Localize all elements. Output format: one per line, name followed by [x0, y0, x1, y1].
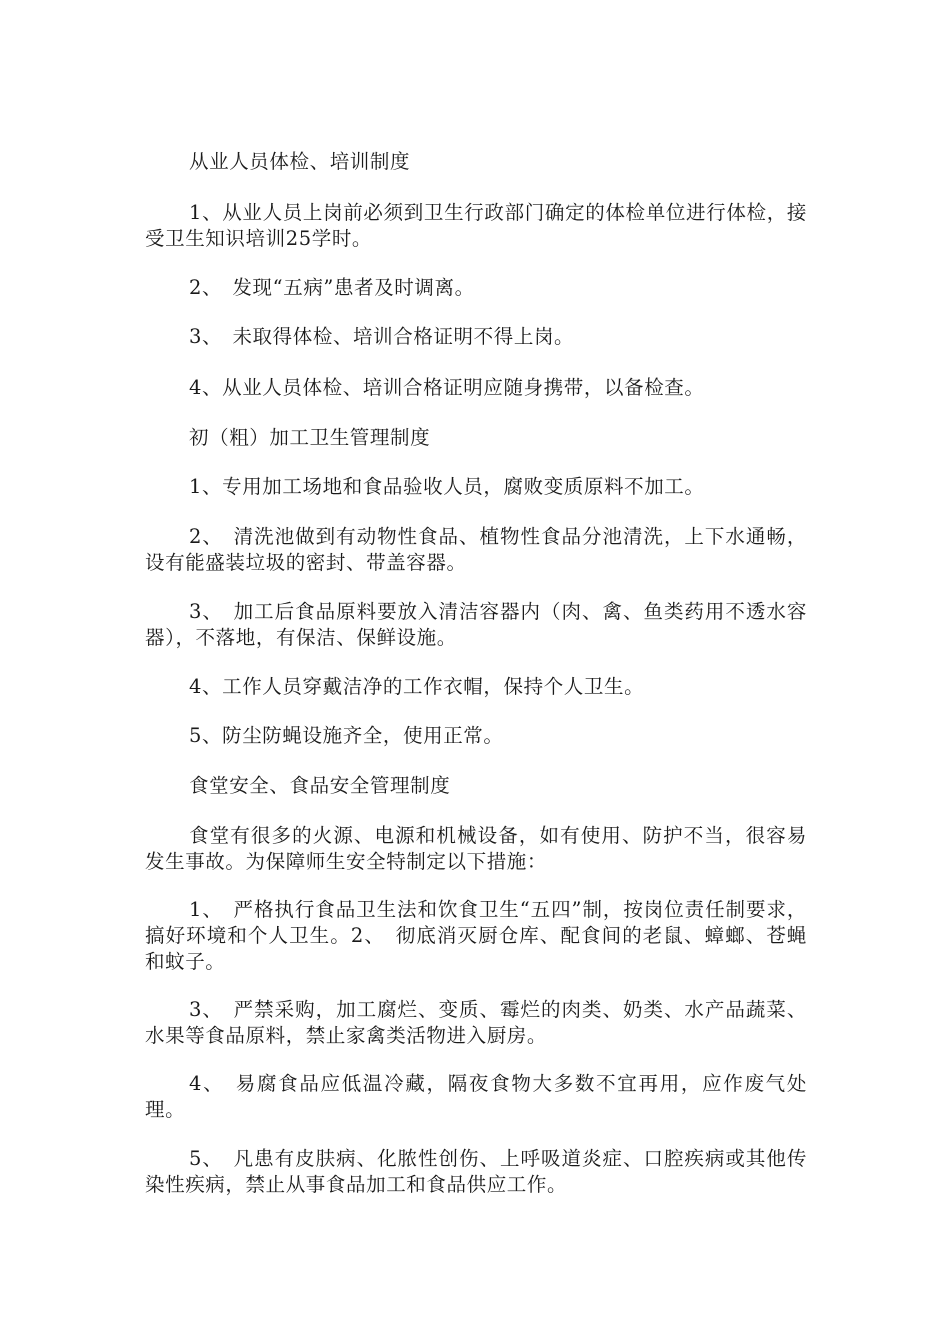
paragraph: 食堂有很多的火源、电源和机械设备，如有使用、防护不当，很容易发生事故。为保障师生安全特制定以下措施： — [145, 824, 807, 873]
paragraph: 5、 凡患有皮肤病、化脓性创伤、上呼吸道炎症、口腔疾病或其他传染性疾病，禁止从事食品加工和食品供应工作。 — [145, 1147, 807, 1196]
section-title-health-training: 从业人员体检、培训制度 — [189, 150, 411, 173]
paragraph: 3、 严禁采购，加工腐烂、变质、霉烂的肉类、奶类、水产品蔬菜、水果等食品原料，禁止家禽类活物进入厨房。 — [145, 998, 807, 1047]
paragraph: 4、从业人员体检、培训合格证明应随身携带，以备检查。 — [189, 376, 705, 399]
paragraph: 1、专用加工场地和食品验收人员，腐败变质原料不加工。 — [189, 475, 705, 498]
paragraph: 3、 未取得体检、培训合格证明不得上岗。 — [189, 325, 575, 348]
paragraph: 2、 发现“五病”患者及时调离。 — [189, 276, 475, 299]
paragraph: 4、工作人员穿戴洁净的工作衣帽，保持个人卫生。 — [189, 675, 645, 698]
document-page — [145, 0, 807, 1344]
section-title-canteen-safety: 食堂安全、食品安全管理制度 — [189, 774, 451, 797]
section-title-processing-hygiene: 初（粗）加工卫生管理制度 — [189, 426, 431, 449]
paragraph: 3、 加工后食品原料要放入清洁容器内（肉、禽、鱼类药用不透水容器），不落地，有保洁、保鲜设施。 — [145, 600, 807, 649]
paragraph: 1、从业人员上岗前必须到卫生行政部门确定的体检单位进行体检，接受卫生知识培训25学时。 — [145, 201, 807, 250]
paragraph: 5、防尘防蝇设施齐全，使用正常。 — [189, 724, 504, 747]
paragraph: 1、 严格执行食品卫生法和饮食卫生“五四”制，按岗位责任制要求，搞好环境和个人卫生。2、 彻底消灭厨仓库、配食间的老鼠、蟑螂、苍蝇和蚊子。 — [145, 898, 807, 973]
paragraph: 2、 清洗池做到有动物性食品、植物性食品分池清洗，上下水通畅，设有能盛装垃圾的密封、带盖容器。 — [145, 525, 807, 574]
paragraph: 4、 易腐食品应低温冷藏，隔夜食物大多数不宜再用，应作废气处理。 — [145, 1072, 807, 1121]
